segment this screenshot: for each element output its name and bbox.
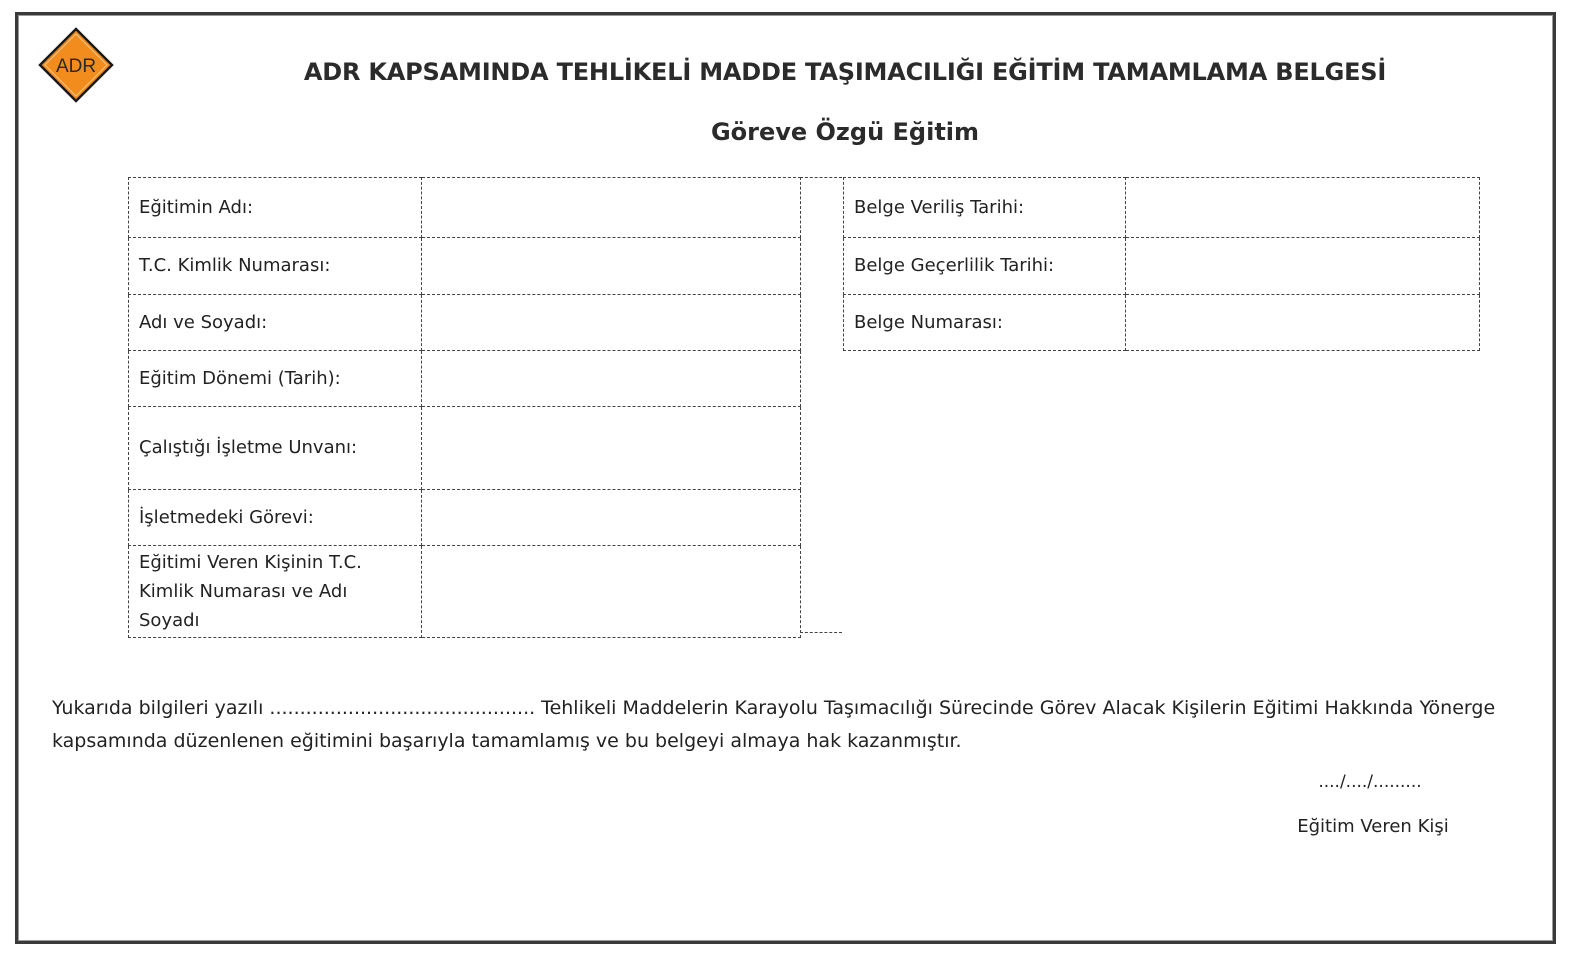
table-row bbox=[129, 546, 801, 638]
signature-date: ..../..../......... bbox=[1318, 772, 1422, 792]
adr-logo-text: ADR bbox=[55, 56, 97, 77]
field-value-full-name[interactable] bbox=[422, 295, 801, 351]
field-value-issue-date[interactable] bbox=[1126, 178, 1480, 238]
field-label-issue-date: Belge Veriliş Tarihi: bbox=[844, 178, 1126, 238]
table-row bbox=[129, 178, 801, 238]
field-value-training-period[interactable] bbox=[422, 351, 801, 407]
field-value-company-title[interactable] bbox=[422, 407, 801, 490]
page-title: ADR KAPSAMINDA TEHLİKELİ MADDE TAŞIMACILIĞI EĞİTİM TAMAMLAMA BELGESİ bbox=[303, 58, 1387, 86]
certificate-info-table bbox=[843, 177, 1480, 351]
field-value-validity-date[interactable] bbox=[1126, 238, 1480, 295]
table-row bbox=[844, 238, 1480, 295]
field-value-job-role[interactable] bbox=[422, 490, 801, 546]
field-value-training-name[interactable] bbox=[422, 178, 801, 238]
participant-info-table bbox=[128, 177, 801, 638]
field-label-company-title: Çalıştığı İşletme Unvanı: bbox=[129, 407, 422, 490]
table-row bbox=[129, 407, 801, 490]
table-row bbox=[129, 490, 801, 546]
field-label-validity-date: Belge Geçerlilik Tarihi: bbox=[844, 238, 1126, 295]
field-label-certificate-number: Belge Numarası: bbox=[844, 295, 1126, 351]
table-row bbox=[129, 238, 801, 295]
page-subtitle: Göreve Özgü Eğitim bbox=[710, 118, 980, 146]
table-row bbox=[129, 295, 801, 351]
signature-label: Eğitim Veren Kişi bbox=[1297, 816, 1449, 837]
field-label-full-name: Adı ve Soyadı: bbox=[129, 295, 422, 351]
field-label-trainer-info: Eğitimi Veren Kişinin T.C. Kimlik Numarası ve Adı Soyadı bbox=[129, 546, 422, 638]
field-label-job-role: İşletmedeki Görevi: bbox=[129, 490, 422, 546]
adr-logo bbox=[38, 27, 114, 103]
table-row bbox=[844, 178, 1480, 238]
table-row bbox=[844, 295, 1480, 351]
table-spacer bbox=[800, 177, 842, 633]
table-row bbox=[129, 351, 801, 407]
field-value-certificate-number[interactable] bbox=[1126, 295, 1480, 351]
certification-statement: Yukarıda bilgileri yazılı ............................................ Tehlikeli Maddelerin Karayolu Taşımacılığı Sürecinde Görev Alacak Kişilerin Eğitimi Hakkında Yönerge kapsamında düzenlenen eğitimini başarıyla tamamlamış ve bu belgeyi almaya hak kazanmıştır. bbox=[52, 697, 1496, 752]
field-value-tc-id[interactable] bbox=[422, 238, 801, 295]
field-label-training-period: Eğitim Dönemi (Tarih): bbox=[129, 351, 422, 407]
field-label-tc-id: T.C. Kimlik Numarası: bbox=[129, 238, 422, 295]
field-label-training-name: Eğitimin Adı: bbox=[129, 178, 422, 238]
field-value-trainer-info[interactable] bbox=[422, 546, 801, 638]
